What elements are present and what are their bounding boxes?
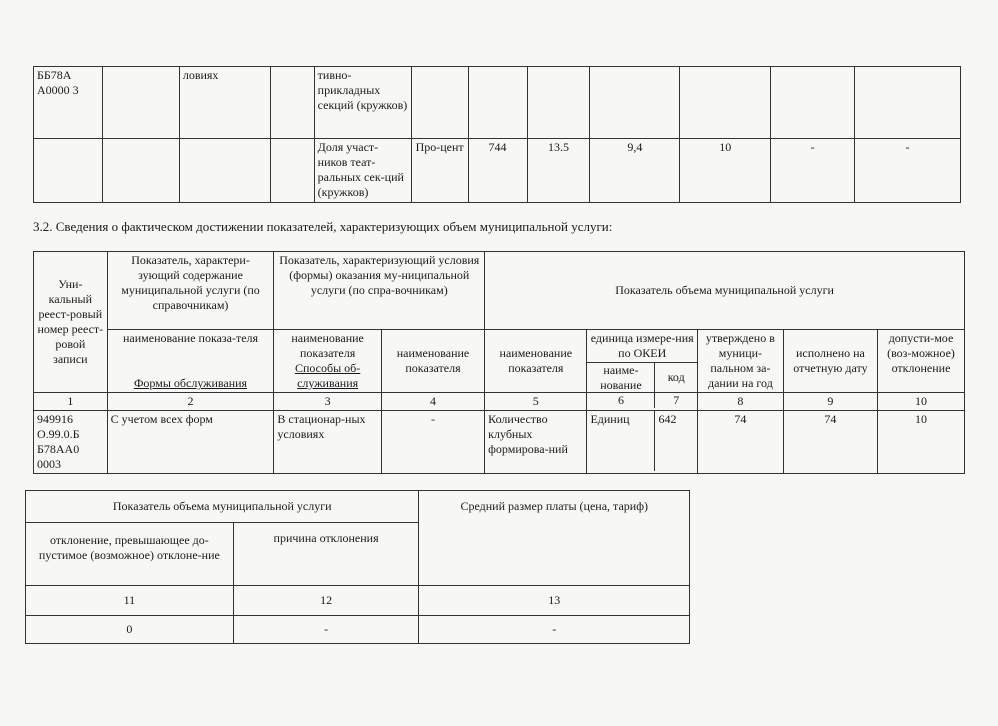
reason-cell: - <box>855 139 961 203</box>
condition-indicator-header: Показатель, характеризующий условия (формы) оказания му-ниципальной услуги (по спра-вочникам) <box>274 252 485 330</box>
volume-indicator-header: Показатель объема муниципальной услуги <box>26 491 419 523</box>
section-heading: 3.2. Сведения о фактическом достижении показателей, характеризующих объем муниципальной услуги: <box>33 219 613 234</box>
done-header: исполнено на отчетную дату <box>783 330 877 393</box>
okei-code-header: код <box>667 370 685 384</box>
condition-name-value: Способы об-служивания <box>294 361 361 390</box>
header-row <box>34 330 965 393</box>
unit-cell: Единиц <box>587 411 655 471</box>
excess-cell: - <box>771 139 855 203</box>
approved-cell: 74 <box>697 411 783 474</box>
deviation-table <box>25 490 690 644</box>
okei-name-header: наиме-нование <box>587 363 655 392</box>
unique-number-header: Уни-кальный реест-ровый номер реест-ровой записи <box>34 252 108 393</box>
table-row <box>34 411 965 474</box>
allowed-cell: 10 <box>680 139 771 203</box>
condition-name2-header: наименование показателя <box>381 330 484 393</box>
content-name-header: наименование показа-теля Формы обслуживания <box>107 330 274 393</box>
okei-code-cell: 744 <box>468 139 527 203</box>
reason-header: причина отклонения <box>233 523 419 586</box>
table-row <box>26 616 690 644</box>
content-name-value: Формы обслуживания <box>133 376 248 390</box>
okei-code-cell: 642 <box>658 412 677 426</box>
done-cell: 74 <box>783 411 877 474</box>
reason-cell: - <box>233 616 419 644</box>
top-continuation-table <box>33 66 961 203</box>
content-indicator-header: Показатель, характери-зующий содержание муниципальной услуги (по справочникам) <box>107 252 274 330</box>
condition2-cell: - <box>381 411 484 474</box>
approved-cell: 13.5 <box>527 139 590 203</box>
approved-header: утверждено в муници-пальном за-дании на год <box>697 330 783 393</box>
avg-price-cell: - <box>419 616 690 644</box>
registry-code-cell: ББ78А А0000 3 <box>34 67 103 139</box>
column-numbers-row: 1 2 3 4 5 6 7 8 9 10 <box>34 393 965 411</box>
allowed-cell: 10 <box>877 411 964 474</box>
volume-name-header: наименование показателя <box>485 330 587 393</box>
table-row <box>34 139 961 203</box>
content-cell: С учетом всех форм <box>107 411 274 474</box>
done-cell: 9,4 <box>590 139 680 203</box>
indicator-name-cell: тивно-прикладных секций (кружков) <box>314 67 411 139</box>
condition-name-header: наименование показателя Способы об-служивания <box>274 330 381 393</box>
excess-header: отклонение, превышающее до-пустимое (возможное) отклоне-ние <box>26 523 234 586</box>
allowed-header: допусти-мое (воз-можное) отклонение <box>877 330 964 393</box>
condition-cell: ловиях <box>179 67 270 139</box>
registry-code-cell: 949916 О.99.0.Б Б78АА0 0003 <box>34 411 108 474</box>
volume-indicators-table <box>33 251 965 474</box>
volume-indicator-header: Показатель объема муниципальной услуги <box>485 252 965 330</box>
table-row <box>34 67 961 139</box>
excess-cell: 0 <box>26 616 234 644</box>
column-numbers-row: 11 12 13 <box>26 586 690 616</box>
okei-header: единица измере-ния по ОКЕИ наиме-нование код <box>587 330 697 393</box>
volume-name-cell: Количество клубных формирова-ний <box>485 411 587 474</box>
header-row <box>26 491 690 523</box>
condition-cell: В стационар-ных условиях <box>274 411 381 474</box>
avg-price-header: Средний размер платы (цена, тариф) <box>419 491 690 586</box>
unit-cell: Про-цент <box>411 139 468 203</box>
header-row <box>34 252 965 330</box>
indicator-name-cell: Доля участ-ников теат-ральных сек-ций (кружков) <box>314 139 411 203</box>
